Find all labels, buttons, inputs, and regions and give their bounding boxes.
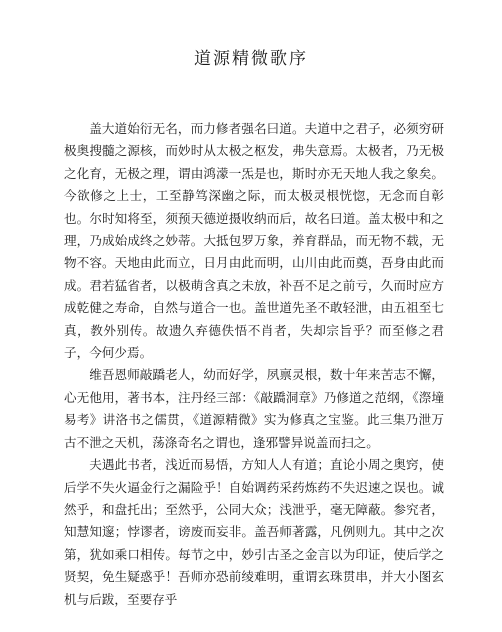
paragraph-preface-intro: 盖大道始衍无名，而力修者强名曰道。夫道中之君子，必须穷研极奥搜髓之源核，而妙时从太极之枢发，弗失意焉。太极者，乃无极之化育，无极之理，谓由鸿濛一炁是也，斯时亦无天地人我之象矣。今欲修之上士，工至静笃深幽之际，而太极灵根恍惚，无念而自彰也。尔时知将至，须预天德逆摄收纳而后，故名曰道。盖太极中和之理，乃成始成终之妙蒂。大抵包罗万象，养育群品，而无物不载，无物不容。天地由此而立，日月由此而明，山川由此而奠，吾身由此而成。君若猛省者，以极萌含真之未放，补吾不足之前亏，久而时应方成乾健之寿命，自然与道合一也。盖世道先圣不敢轻泄，由五祖至七真，教外别传。故遗久弃德佚悟不肖者，失却宗旨乎？而至修之君子，今何少焉。 (64, 121, 444, 361)
document-body (64, 118, 444, 611)
paragraph-book-merits: 夫遇此书者，浅近而易悟，方知人人有道；直论小周之奥窍，使后学不失火逼金行之漏险乎！自始调药采药炼药不失迟速之误也。诚然乎，和盘托出；至然乎，公同大众；浅泄乎，毫无障蔽。参究者，知慧知邃；悖谬者，谤废而妄非。盖吾师著露，凡例则九。其中之次第，犹如乘口相传。每节之中，妙引古圣之金言以为印证，使后学之贤契，免生疑惑乎！吾师亦恐前绫难明，重谓玄珠贯串，并大小图玄机与后跋，至要存乎 (64, 457, 444, 607)
document-title: 道源精微歌序 (194, 49, 308, 69)
paragraph-teacher-works: 维吾恩师敲蹻老人，幼而好学，夙禀灵根，数十年来苦志不懈，心无他用，著书本，注丹经三部：《敲蹻洞章》乃修道之范纲，《漈墥易考》讲洛书之儒贯，《道源精微》实为修真之宝鉴。此三集乃泄万古不泄之天机，荡涤奇名之谓也，逢邪譬异说盖而扫之。 (64, 367, 444, 450)
